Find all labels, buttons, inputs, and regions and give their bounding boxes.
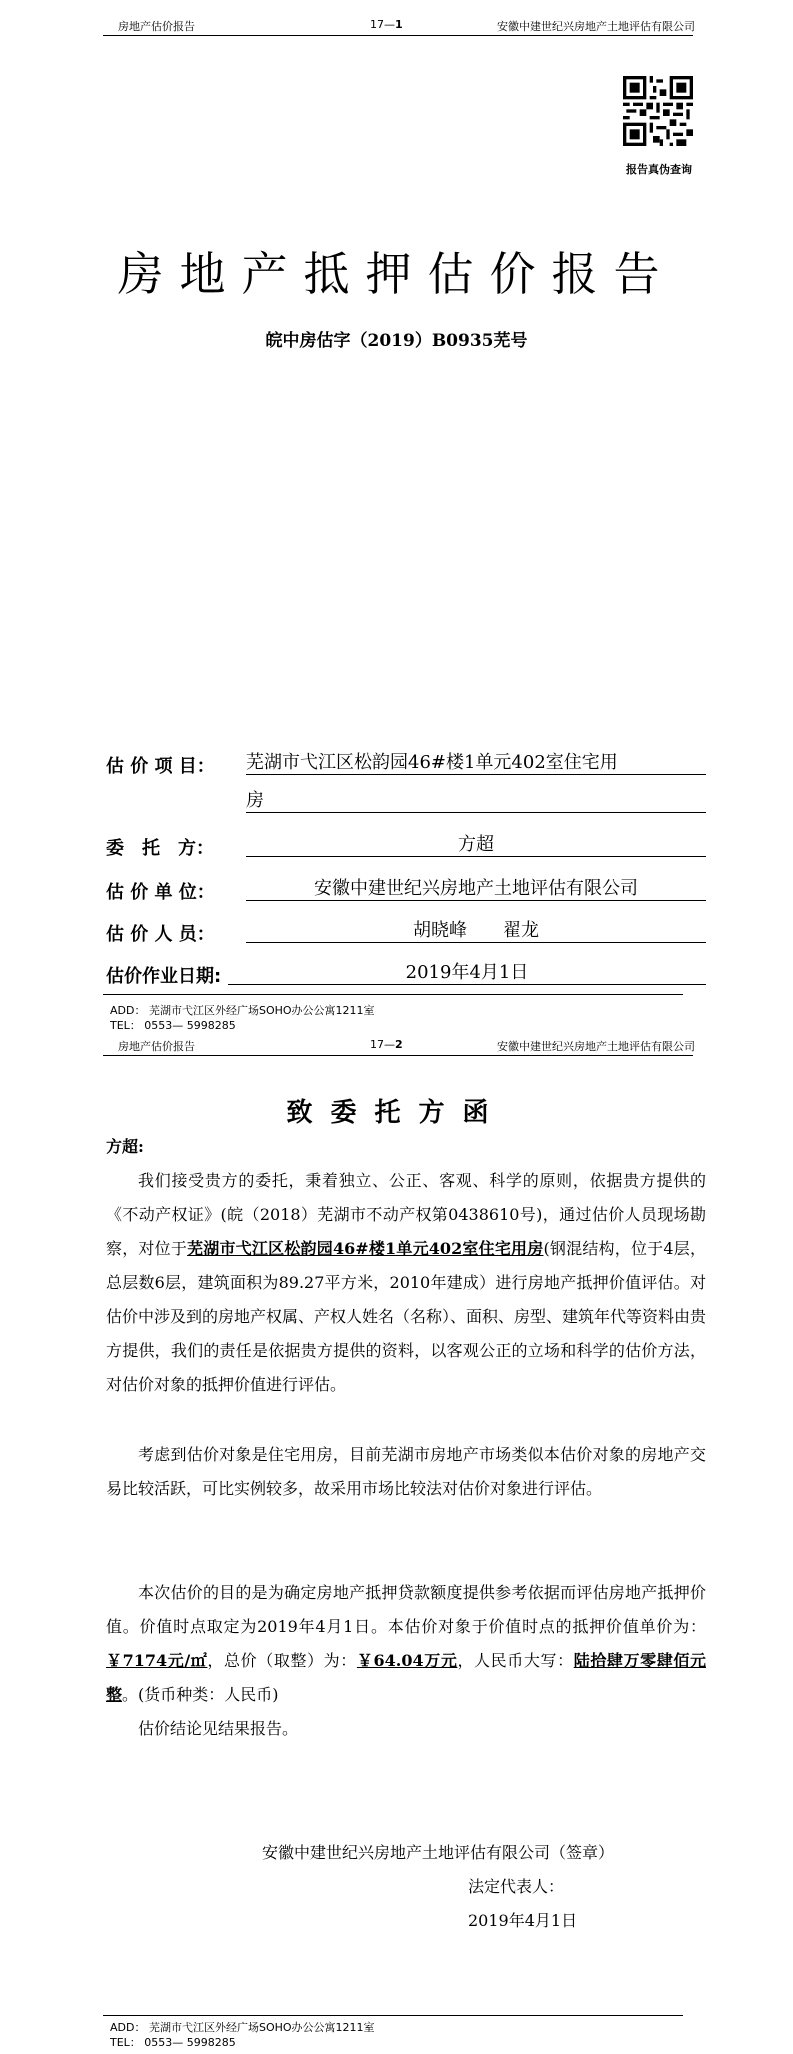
footer-divider [103,994,683,995]
document-number: 皖中房估字（2019）B0935芜号 [265,331,528,351]
paragraph-2: 考虑到估价对象是住宅用房，目前芜湖市房地产市场类似本估价对象的房地产交易比较活跃，可比实例较多，故采用市场比较法对估价对象进行评估。 [106,1445,706,1498]
total-price: ￥64.04万元 [356,1651,458,1670]
header-left: 房地产估价报告 [118,20,195,33]
footer-phone: TEL： 0553— 5998285 [110,2036,236,2049]
footer-phone: TEL： 0553— 5998285 [110,1019,236,1032]
page-number: 17—2 [370,1038,403,1051]
property-address: 芜湖市弋江区松韵园46#楼1单元402室住宅用房 [187,1239,544,1258]
footer-address: ADD： 芜湖市弋江区外经广场SOHO办公公寓1211室 [110,1004,375,1017]
signature-representative: 法定代表人： [468,1877,565,1896]
date-label: 估价作业日期: [106,966,222,987]
client-value: 方超 [246,830,706,857]
paragraph-3: 本次估价的目的是为确定房地产抵押贷款额度提供参考依据而评估房地产抵押价值。价值时点取定为2019年4月1日。本估价对象于价值时点的抵押价值单价为：￥7174元/㎡，总价（取整）为：￥64.04万元，人民币大写：陆拾肆万零肆佰元整。(货币种类：人民币) [106,1583,706,1704]
staff-value: 胡晓峰 翟龙 [246,916,706,943]
project-value-line2: 房 [246,786,706,813]
header-divider [103,35,693,36]
footer-divider [103,2015,683,2016]
client-label: 委 托 方： [106,838,214,859]
unit-price: ￥7174元/㎡ [106,1651,208,1670]
page1-footer [110,1003,375,1033]
page-number: 17—1 [370,18,403,31]
report-title: 房地产抵押估价报告 [117,247,676,301]
paragraph-1: 我们接受贵方的委托，秉着独立、公正、客观、科学的原则，依据贵方提供的《不动产权证》(皖（2018）芜湖市不动产权第0438610号)，通过估价人员现场勘察，对位于芜湖市弋江区松韵园46#楼1单元402室住宅用房(钢混结构，位于4层，总层数6层，建筑面积为89.27平方米，2010年建成）进行房地产抵押价值评估。对估价中涉及到的房地产权属、产权人姓名（名称）、面积、房型、建筑年代等资料由贵方提供，我们的责任是依据贵方提供的资料，以客观公正的立场和科学的估价方法，对估价对象的抵押价值进行评估。 [106,1171,707,1394]
total-price-uppercase: 陆拾肆万零肆佰元整 [106,1651,706,1704]
salutation: 方超: [106,1137,144,1156]
project-value-line1: 芜湖市弋江区松韵园46#楼1单元402室住宅用 [246,748,706,775]
header-right: 安徽中建世纪兴房地产土地评估有限公司 [497,20,695,33]
unit-value: 安徽中建世纪兴房地产土地评估有限公司 [246,874,706,901]
qr-caption: 报告真伪查询 [626,163,692,176]
header-divider [103,1055,693,1056]
staff-label: 估 价 人 员： [106,924,215,945]
page1-header [0,16,793,38]
header-left: 房地产估价报告 [118,1040,195,1053]
qr-code-icon[interactable] [623,76,693,146]
signature-company: 安徽中建世纪兴房地产土地评估有限公司（签章） [262,1843,615,1862]
letter-title: 致委托方函 [286,1098,507,1128]
signature-date: 2019年4月1日 [468,1911,578,1930]
footer-address: ADD： 芜湖市弋江区外经广场SOHO办公公寓1211室 [110,2021,375,2034]
unit-label: 估 价 单 位： [106,882,215,903]
page2-header [0,1036,793,1058]
paragraph-4: 估价结论见结果报告。 [138,1719,299,1738]
page2-footer [110,2020,375,2050]
header-right: 安徽中建世纪兴房地产土地评估有限公司 [497,1040,695,1053]
project-label: 估 价 项 目： [106,756,215,777]
date-value: 2019年4月1日 [228,958,706,985]
